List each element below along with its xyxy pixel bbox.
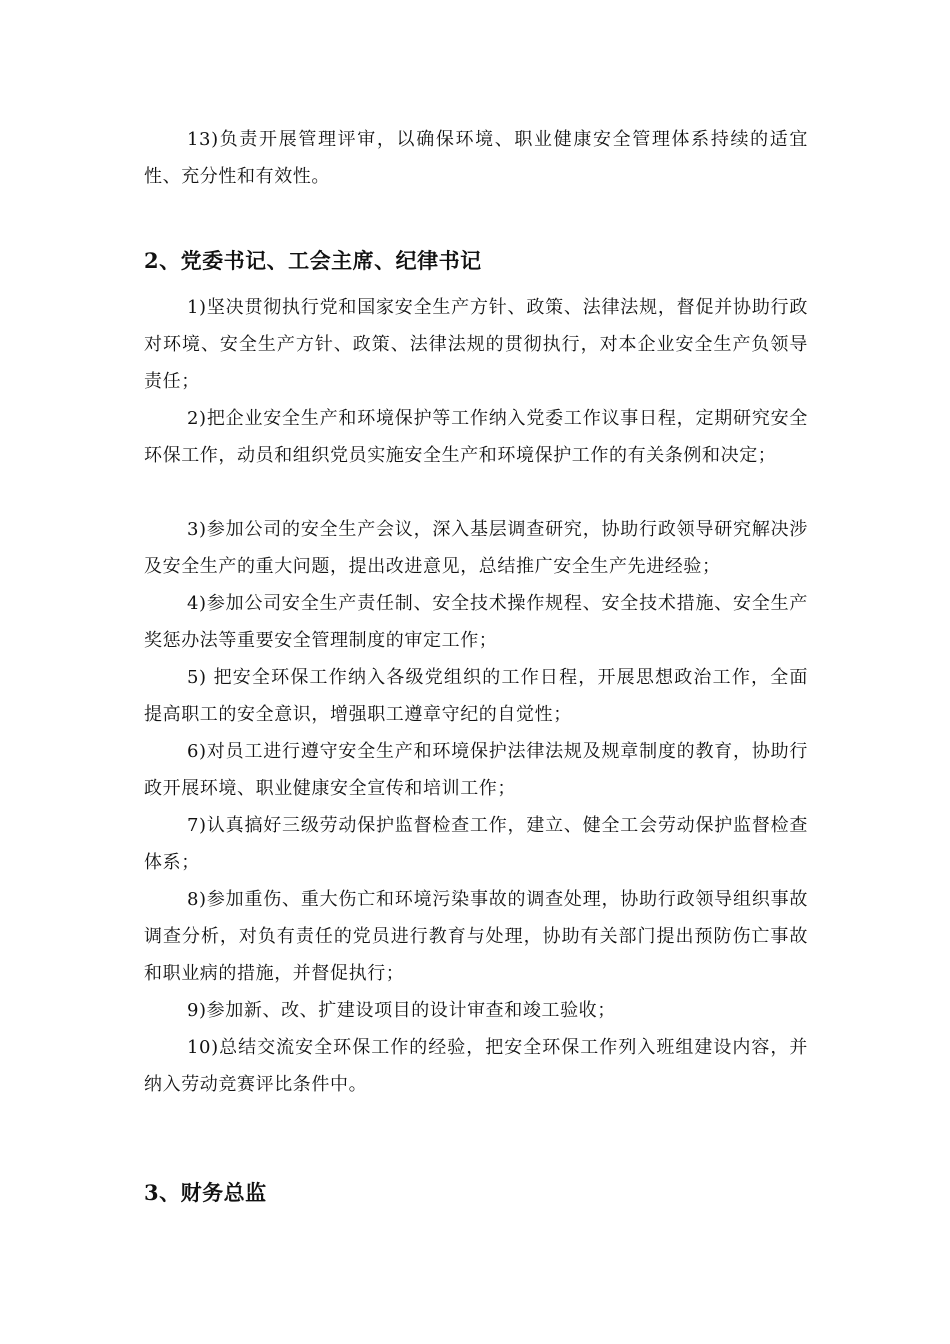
section-2-heading: 2、党委书记、工会主席、纪律书记	[144, 248, 482, 273]
section-2-item-2: 2)把企业安全生产和环境保护等工作纳入党委工作议事日程，定期研究安全环保工作，动员和组织党员实施安全生产和环境保护工作的有关条例和决定；	[144, 408, 808, 466]
section-2-item-10: 10)总结交流安全环保工作的经验，把安全环保工作列入班组建设内容，并纳入劳动竞赛评比条件中。	[144, 1037, 808, 1095]
section-2-item-9: 9)参加新、改、扩建设项目的设计审查和竣工验收；	[187, 1000, 616, 1021]
section-3-heading: 3、财务总监	[144, 1180, 267, 1205]
section-2-item-1: 1)坚决贯彻执行党和国家安全生产方针、政策、法律法规，督促并协助行政对环境、安全生产方针、政策、法律法规的贯彻执行，对本企业安全生产负领导责任；	[144, 297, 808, 392]
section-2-item-8: 8)参加重伤、重大伤亡和环境污染事故的调查处理，协助行政领导组织事故调查分析，对负有责任的党员进行教育与处理，协助有关部门提出预防伤亡事故和职业病的措施，并督促执行；	[144, 889, 808, 984]
section-2-item-5: 5) 把安全环保工作纳入各级党组织的工作日程，开展思想政治工作，全面提高职工的安全意识，增强职工遵章守纪的自觉性；	[144, 667, 808, 725]
section-2-item-7: 7)认真搞好三级劳动保护监督检查工作，建立、健全工会劳动保护监督检查体系；	[144, 815, 808, 873]
paragraph-item-13: 13)负责开展管理评审，以确保环境、职业健康安全管理体系持续的适宜性、充分性和有效性。	[144, 129, 808, 187]
section-2-item-3: 3)参加公司的安全生产会议，深入基层调查研究，协助行政领导研究解决涉及安全生产的重大问题，提出改进意见，总结推广安全生产先进经验；	[144, 519, 808, 577]
section-2-item-6: 6)对员工进行遵守安全生产和环境保护法律法规及规章制度的教育，协助行政开展环境、职业健康安全宣传和培训工作；	[144, 741, 808, 799]
section-2-item-4: 4)参加公司安全生产责任制、安全技术操作规程、安全技术措施、安全生产奖惩办法等重要安全管理制度的审定工作；	[144, 593, 808, 651]
